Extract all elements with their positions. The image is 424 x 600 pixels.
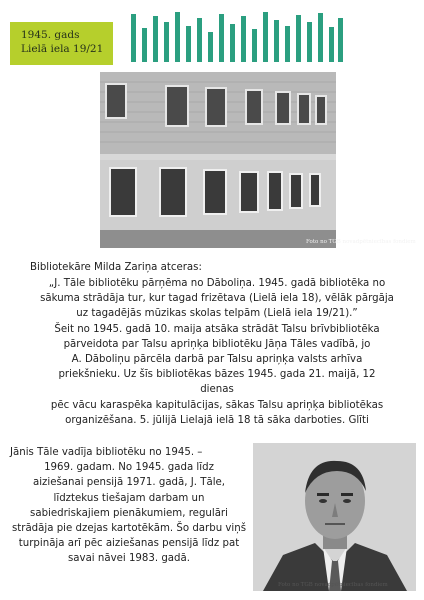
quote-line: dienas xyxy=(200,384,234,396)
deco-bar xyxy=(329,27,334,62)
quote-line: A. Dāboliņu pārcēla darbā par Talsu apriņķa valsts arhīva xyxy=(71,354,363,366)
tale-line: savai nāvei 1983. gadā. xyxy=(67,553,191,565)
deco-bar xyxy=(153,16,158,62)
tale-paragraph xyxy=(10,445,248,567)
portrait-illustration xyxy=(253,443,416,591)
deco-bar xyxy=(230,24,235,62)
tale-line: līdztekus tiešajam darbam un xyxy=(53,492,205,504)
quote-line: organizēšana. 5. jūlijā Lielajā ielā 18 tā sāka darboties. Glīti xyxy=(65,414,369,426)
tale-line: sabiedriskajiem pienākumiem, regulāri xyxy=(30,507,228,519)
deco-bar xyxy=(296,15,301,62)
decorative-bars xyxy=(131,10,343,62)
tale-line: Jānis Tāle vadīja bibliotēku no 1945. – xyxy=(10,447,203,458)
quote-line: pārveidota par Talsu apriņķa bibliotēku Jāņa Tāles vadībā, jo xyxy=(63,338,371,350)
building-photo xyxy=(100,72,416,248)
deco-bar xyxy=(131,14,136,62)
quote-line: pēc vācu karaspēka kapitulācijas, sākas Talsu apriņķa bibliotēkas xyxy=(50,399,384,411)
quote-block xyxy=(22,276,412,428)
date-address-tag xyxy=(10,22,113,65)
quote-line: Šeit no 1945. gadā 10. maija atsāka strādāt Talsu brīvbibliotēka xyxy=(54,323,380,335)
deco-bar xyxy=(208,32,213,62)
deco-bar xyxy=(241,16,246,62)
tale-line: 1969. gadam. No 1945. gada līdz xyxy=(44,462,214,474)
quote-line: uz tagadējās mūzikas skolas telpām (Lielā iela 19/21).” xyxy=(76,308,358,320)
deco-bar xyxy=(285,26,290,62)
deco-bar xyxy=(219,14,224,62)
quote-line: „J. Tāle bibliotēku pārņēma no Dāboliņa. 1945. gadā bibliotēka no xyxy=(48,278,386,289)
quote-line: sākuma strādāja tur, kur tagad frizētava (Lielā iela 18), vēlāk pārgāja xyxy=(40,293,394,305)
intro-text: Bibliotekāre Milda Zariņa atceras: xyxy=(30,262,202,273)
portrait-photo xyxy=(253,443,416,591)
photo-credit: Foto no TGB novadpētniecības fondiem xyxy=(306,239,416,245)
photo-credit: Foto no TGB novadpētniecības fondiem xyxy=(278,582,388,588)
deco-bar xyxy=(186,26,191,62)
quote-line: priekšnieku. Uz šīs bibliotēkas bāzes 1945. gada 21. maijā, 12 xyxy=(58,369,376,381)
building-illustration xyxy=(100,72,336,248)
tale-line: turpināja arī pēc aiziešanas pensijā līdz pat xyxy=(18,538,240,550)
deco-bar xyxy=(197,18,202,62)
address-label: Lielā iela 19/21 xyxy=(21,43,104,55)
deco-bar xyxy=(338,18,343,62)
deco-bar xyxy=(175,12,180,62)
deco-bar xyxy=(142,28,147,62)
tale-line: aiziešanai pensijā 1971. gadā, J. Tāle, xyxy=(32,477,226,489)
tale-line: strādāja pie dzejas kartotēkām. Šo darbu viņš xyxy=(11,523,247,535)
deco-bar xyxy=(274,20,279,62)
deco-bar xyxy=(307,22,312,62)
deco-bar xyxy=(318,13,323,62)
deco-bar xyxy=(164,22,169,62)
year-label: 1945. gads xyxy=(21,29,80,41)
deco-bar xyxy=(263,12,268,62)
deco-bar xyxy=(252,29,257,62)
